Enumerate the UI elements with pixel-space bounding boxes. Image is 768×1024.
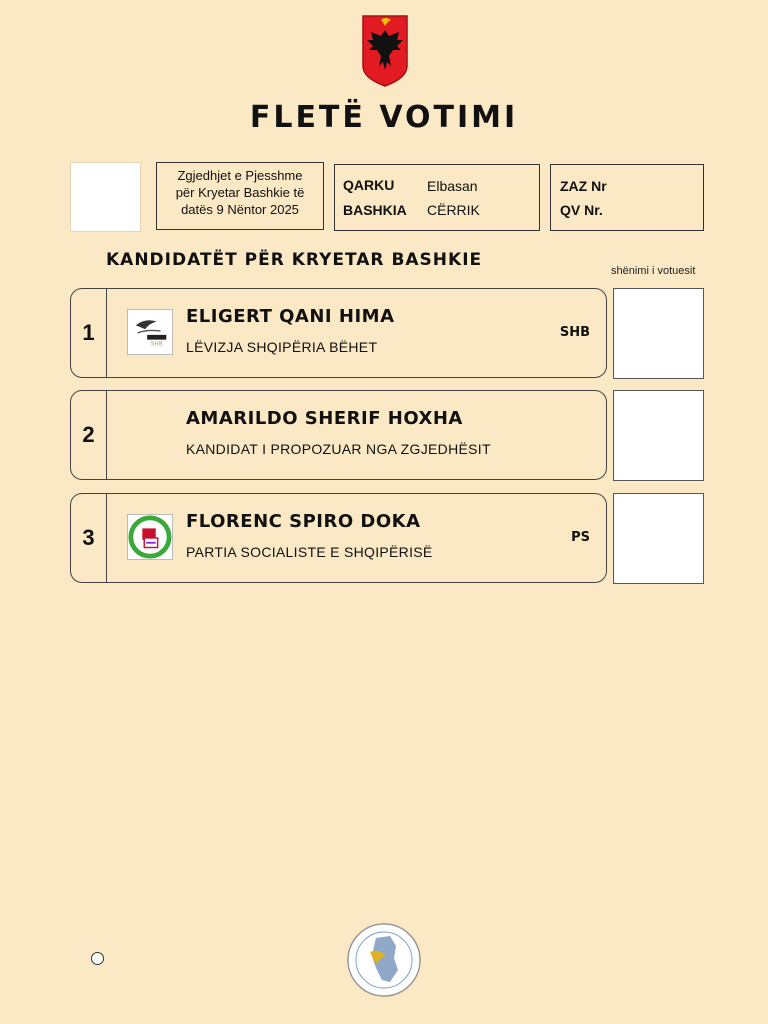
party-abbreviation: SHB: [559, 325, 590, 340]
election-date-prefix: datës: [181, 202, 213, 217]
qarku-label: QARKU: [343, 177, 395, 193]
svg-text:SHB: SHB: [150, 341, 163, 348]
election-date: 9 Nëntor 2025: [216, 202, 299, 217]
election-line-1: Zgjedhjet e Pjesshme: [177, 168, 303, 183]
code-box: [550, 164, 704, 231]
candidate-row-1: [70, 288, 607, 378]
candidate-name: ELIGERT QANI HIMA: [186, 306, 395, 327]
candidate-number: 2: [71, 391, 107, 479]
zaz-label: ZAZ Nr: [560, 178, 607, 194]
candidate-party: PARTIA SOCIALISTE E SHQIPËRISË: [186, 544, 433, 560]
shb-logo-icon: [127, 309, 173, 355]
region-box: [334, 164, 540, 231]
candidate-number: 1: [71, 289, 107, 377]
candidate-number: 3: [71, 494, 107, 582]
qarku-value: Elbasan: [427, 178, 478, 194]
bashkia-label: BASHKIA: [343, 202, 407, 218]
vote-box-3[interactable]: [613, 493, 704, 584]
candidate-name: FLORENC SPIRO DOKA: [186, 511, 421, 532]
candidate-party: LËVIZJA SHQIPËRIA BËHET: [186, 339, 378, 355]
ballot-title: FLETË VOTIMI: [249, 100, 519, 135]
commission-seal-icon: [346, 922, 422, 998]
election-line-2: për Kryetar Bashkie të: [175, 185, 305, 200]
vote-box-2[interactable]: [613, 390, 704, 481]
candidate-party: KANDIDAT I PROPOZUAR NGA ZGJEDHËSIT: [186, 441, 491, 457]
candidate-row-3: [70, 493, 607, 583]
candidate-name: AMARILDO SHERIF HOXHA: [186, 408, 463, 429]
election-info-box: [156, 162, 324, 230]
candidate-row-2: [70, 390, 607, 480]
ps-logo-icon: [127, 514, 173, 560]
registration-dot: [91, 952, 104, 965]
party-abbreviation: PS: [571, 530, 590, 545]
qv-label: QV Nr.: [560, 202, 603, 218]
stamp-box: [70, 162, 141, 232]
bashkia-value: CËRRIK: [427, 202, 480, 218]
candidates-heading: KANDIDATËT PËR KRYETAR BASHKIE: [106, 250, 483, 270]
vote-box-1[interactable]: [613, 288, 704, 379]
voter-mark-label: shënimi i votuesit: [611, 265, 696, 277]
albania-coat-of-arms-icon: [361, 14, 409, 88]
